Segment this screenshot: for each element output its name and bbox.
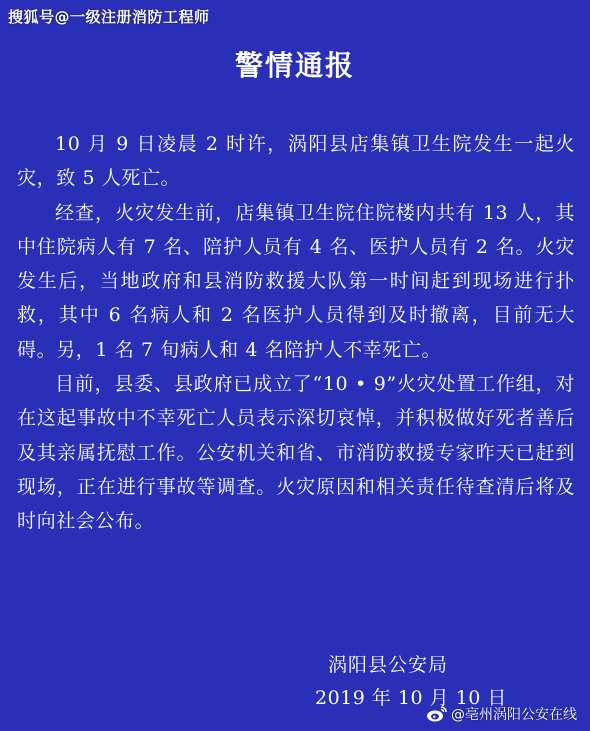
signature-org: 涡阳县公安局 xyxy=(328,654,449,676)
report-body xyxy=(17,127,575,539)
watermark-bottom xyxy=(426,704,577,724)
paragraph: 目前，县委、县政府已成立了“10 • 9”火灾处置工作组，对在这起事故中不幸死亡人员表示深切哀悼，并积极做好死者善后及其亲属抚慰工作。公安机关和省、市消防救援专家昨天已赶到现场，正在进行事故等调查。火灾原因和相关责任待查清后将及时向社会公布。 xyxy=(17,373,575,533)
paragraph: 经查，火灾发生前，店集镇卫生院住院楼内共有 13 人，其中住院病人有 7 名、陪护人员有 4 名、医护人员有 2 名。火灾发生后，当地政府和县消防救援大队第一时间赶到现场进行扑救，其中 6 名病人和 2 名医护人员得到及时撤离，目前无大碍。另，1 名 7 旬病人和 4 名陪护人不幸死亡。 xyxy=(17,201,575,361)
paragraph: 10 月 9 日凌晨 2 时许，涡阳县店集镇卫生院发生一起火灾，致 5 人死亡。 xyxy=(17,133,575,190)
page-title: 警情通报 xyxy=(234,49,355,82)
watermark-bottom-text: @亳州涡阳公安在线 xyxy=(451,707,577,723)
weibo-icon xyxy=(426,705,448,723)
watermark-top: 搜狐号@一级注册消防工程师 xyxy=(8,8,210,26)
signature-date: 2019 年 10 月 10 日 xyxy=(315,687,507,709)
